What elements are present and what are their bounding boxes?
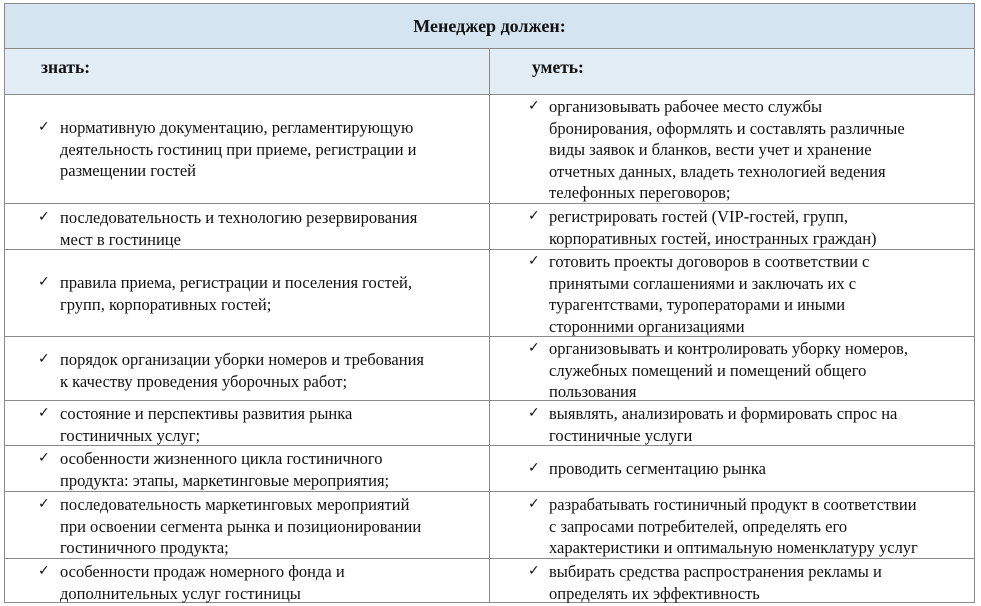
cell-can (490, 95, 974, 203)
cell-know (5, 446, 490, 491)
cell-can (490, 559, 974, 603)
checkmark-icon: ✓ (38, 274, 50, 290)
cell-can (490, 492, 974, 558)
checkmark-icon: ✓ (38, 209, 50, 225)
table-title: Менеджер должен: (5, 4, 974, 49)
cell-can (490, 250, 974, 336)
item-text: выбирать средства распространения рекламы и определять их эффективность (549, 562, 882, 603)
item-text: правила приема, регистрации и поселения гостей, групп, корпоративных гостей; (60, 273, 412, 314)
header-know: знать: (5, 49, 490, 95)
cell-can (490, 401, 974, 445)
item-text: состояние и перспективы развития рынка гостиничных услуг; (60, 404, 353, 445)
item-text: последовательность и технологию резервирования мест в гостинице (60, 208, 418, 249)
item-text: разрабатывать гостиничный продукт в соответствии с запросами потребителей, определять его характеристики и оптимальную номенклатуру услуг (549, 495, 918, 557)
item-text: последовательность маркетинговых мероприятий при освоении сегмента рынка и позиционировании гостиничного продукта; (60, 495, 422, 557)
checkmark-icon: ✓ (528, 496, 540, 512)
item-text: выявлять, анализировать и формировать спрос на гостиничные услуги (549, 404, 898, 445)
checkmark-icon: ✓ (38, 496, 50, 512)
checkmark-icon: ✓ (528, 98, 540, 114)
cell-know (5, 337, 490, 400)
cell-can (490, 204, 974, 249)
cell-know (5, 250, 490, 336)
cell-know (5, 204, 490, 249)
checkmark-icon: ✓ (528, 340, 540, 356)
item-text: нормативную документацию, регламентирующую деятельность гостиниц при приеме, регистрации и размещении гостей (60, 118, 417, 180)
checkmark-icon: ✓ (38, 119, 50, 135)
table-row (5, 559, 974, 603)
checkmark-icon: ✓ (38, 405, 50, 421)
checkmark-icon: ✓ (528, 253, 540, 269)
checkmark-icon: ✓ (528, 563, 540, 579)
cell-know (5, 401, 490, 445)
table-row (5, 204, 974, 250)
cell-know (5, 559, 490, 603)
cell-know (5, 492, 490, 558)
table-row (5, 337, 974, 401)
item-text: особенности продаж номерного фонда и дополнительных услуг гостиницы (60, 562, 345, 603)
checkmark-icon: ✓ (528, 208, 540, 224)
checkmark-icon: ✓ (528, 405, 540, 421)
item-text: готовить проекты договоров в соответствии с принятыми соглашениями и заключать их с турагентствами, туроператорами и иными сторонними организациями (549, 252, 870, 336)
competency-table (4, 3, 975, 603)
item-text: организовывать и контролировать уборку номеров, служебных помещений и помещений общего пользования (549, 339, 908, 401)
table-row (5, 250, 974, 337)
cell-can (490, 446, 974, 491)
cell-know (5, 95, 490, 203)
item-text: организовывать рабочее место службы бронирования, оформлять и составлять различные виды заявок и бланков, вести учет и хранение отчетных данных, владеть технологией ведения телефонных переговоров; (549, 97, 905, 202)
item-text: регистрировать гостей (VIP-гостей, групп, корпоративных гостей, иностранных граждан) (549, 207, 877, 248)
checkmark-icon: ✓ (38, 351, 50, 367)
checkmark-icon: ✓ (38, 563, 50, 579)
cell-can (490, 337, 974, 400)
header-can: уметь: (490, 49, 974, 95)
item-text: особенности жизненного цикла гостиничного продукта: этапы, маркетинговые мероприятия; (60, 449, 390, 490)
table-row (5, 446, 974, 492)
checkmark-icon: ✓ (528, 460, 540, 476)
table-row (5, 95, 974, 204)
checkmark-icon: ✓ (38, 450, 50, 466)
table-row (5, 492, 974, 559)
item-text: проводить сегментацию рынка (549, 459, 766, 478)
item-text: порядок организации уборки номеров и требования к качеству проведения уборочных работ; (60, 350, 424, 391)
table-row (5, 401, 974, 446)
